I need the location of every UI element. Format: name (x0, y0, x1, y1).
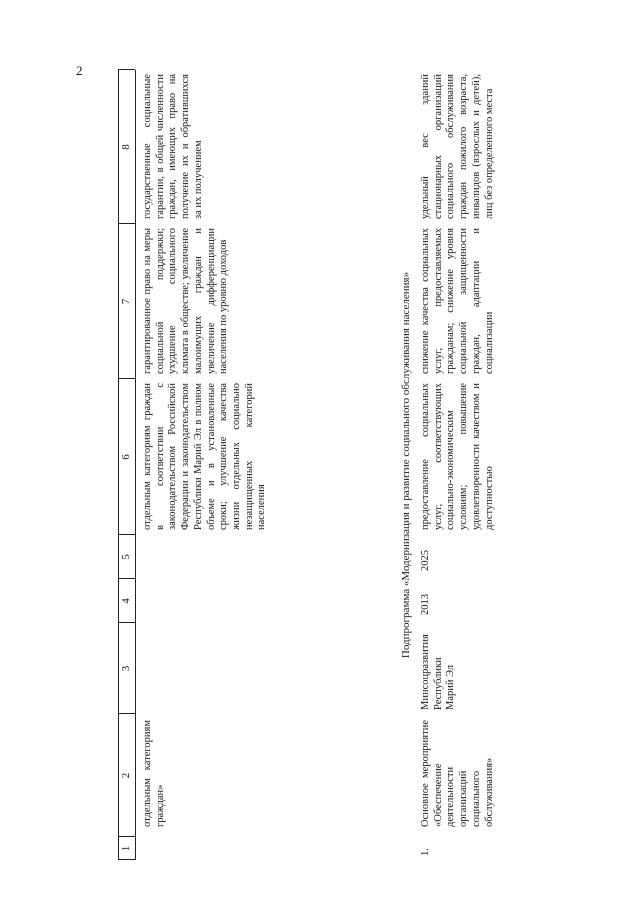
rotated-table-sheet (118, 70, 618, 860)
column-number-6: 6 (120, 454, 132, 460)
row1-indicator: удельный вес зданий стационарных организаций социального обслуживания граждан пожилого возраста, инвалидов (взрослых и детей), лиц без определенного места (420, 74, 495, 219)
column-number-8: 8 (120, 144, 132, 150)
continued-row-col2: отдельным категориям граждан» (142, 720, 166, 827)
header-bottom-border (135, 70, 136, 860)
page-number: 2 (76, 63, 83, 78)
continued-row-col6: отдельным категориям граждан в соответствии с законодательством Российской Федерации и законодательством Республики Марий Эл в полном объеме и в установленные сроки; улучшение качества жизни отдельных социально незащищенных категорий населения (142, 383, 268, 530)
row1-activity: Основное мероприятие «Обеспечение деятельности организаций социального обслуживания» (420, 720, 495, 827)
column-number-4: 4 (120, 598, 132, 604)
continued-row-col8: государственные социальные гарантии, в общей численности граждан, имеющих право на получение их и обратившихся за их получением (142, 74, 204, 219)
column-number-1: 1 (120, 845, 132, 852)
column-number-7: 7 (120, 298, 132, 305)
row1-end-year: 2025 (420, 550, 431, 571)
column-number-3: 3 (120, 665, 132, 672)
row1-number: 1. (420, 848, 431, 856)
row1-expected-result: предоставление социальных услуг, соответствующих социально-экономическим условиям; повышение удовлетворенности качеством и доступностью (420, 383, 495, 530)
row1-start-year: 2013 (420, 594, 431, 615)
continued-row-col7: гарантированное право на меры социальной поддержки; ухудшение социального климата в обществе; увеличение малоимущих граждан и увеличение дифференциации населения по уровню доходов (142, 228, 230, 374)
row1-consequences: снижение качества социальных услуг, предоставляемых гражданам; снижение уровня социальной защищенности граждан, адаптации и социализации (420, 228, 495, 374)
column-number-5: 5 (120, 554, 132, 560)
subprogram-title: Подпрограмма «Модернизация и развитие социального обслуживания населения» (400, 271, 412, 659)
row1-responsible: Минсоцразвития Республики Марий Эл (420, 634, 457, 710)
column-number-2: 2 (120, 772, 132, 779)
